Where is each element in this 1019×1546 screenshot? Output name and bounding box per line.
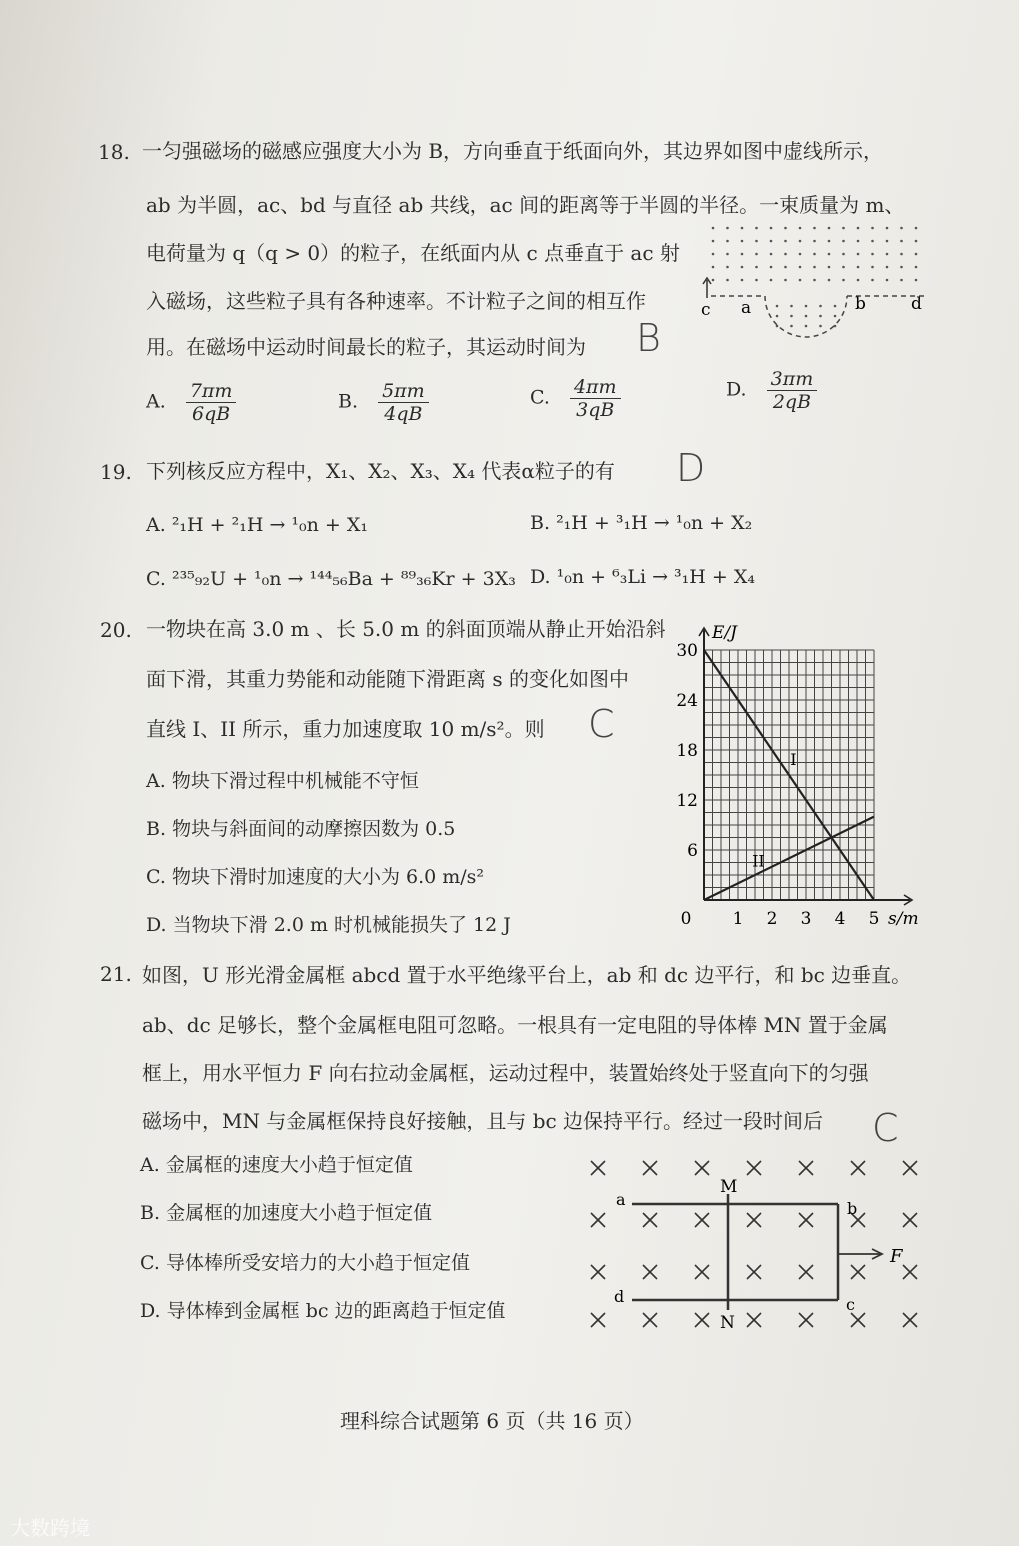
field-dot <box>900 266 903 269</box>
field-dot <box>741 266 744 269</box>
field-dot <box>784 266 787 269</box>
q19-number: 19. <box>100 460 132 484</box>
field-dot <box>813 253 816 256</box>
field-dot <box>726 227 729 230</box>
option-text: ²₁H + ²₁H → ¹₀n + X₁ <box>171 514 369 536</box>
field-dot <box>770 240 773 243</box>
field-cross <box>643 1313 657 1327</box>
x-tick-label: 4 <box>834 909 846 929</box>
field-cross <box>591 1313 605 1327</box>
y-axis-label: E/J <box>712 623 737 643</box>
field-dot <box>886 240 889 243</box>
field-cross <box>903 1161 917 1175</box>
q20-line: 面下滑，其重力势能和动能随下滑距离 s 的变化如图中 <box>146 667 629 691</box>
option-label: C. <box>146 568 166 590</box>
q21-option-b <box>140 1198 432 1225</box>
field-dot <box>770 279 773 282</box>
q18-line: 电荷量为 q（q > 0）的粒子，在纸面内从 c 点垂直于 ac 射 <box>146 241 680 265</box>
field-dot <box>842 266 845 269</box>
q18-label-c: c <box>701 300 711 320</box>
field-cross <box>591 1213 605 1227</box>
field-cross <box>695 1313 709 1327</box>
field-dot <box>776 315 779 318</box>
q20-line: 一物块在高 3.0 m 、长 5.0 m 的斜面顶端从静止开始沿斜 <box>146 617 666 641</box>
q21-option-c <box>140 1248 470 1275</box>
q19-option-a <box>146 514 368 536</box>
field-dot <box>741 253 744 256</box>
option-text: 导体棒所受安培力的大小趋于恒定值 <box>165 1252 470 1274</box>
option-text: 金属框的速度大小趋于恒定值 <box>165 1154 413 1176</box>
field-dot <box>819 305 822 308</box>
q21-option-d <box>140 1296 506 1323</box>
field-dot <box>900 240 903 243</box>
q20-handwritten-answer: C <box>588 702 615 746</box>
field-dot <box>784 240 787 243</box>
y-tick-label: 12 <box>676 791 698 811</box>
field-cross <box>903 1213 917 1227</box>
q21-line: 如图，U 形光滑金属框 abcd 置于水平绝缘平台上，ab 和 dc 边平行，和 bc 边垂直。 <box>142 963 912 987</box>
field-dot <box>799 253 802 256</box>
field-dot <box>886 227 889 230</box>
option-label: B. <box>530 512 551 534</box>
field-cross <box>851 1161 865 1175</box>
field-cross <box>591 1265 605 1279</box>
q21-option-a <box>140 1150 413 1177</box>
option-label: B. <box>140 1202 161 1224</box>
q21-label-b: b <box>847 1199 858 1218</box>
y-tick-label: 6 <box>687 841 698 861</box>
field-dot <box>857 240 860 243</box>
q21-label-d: d <box>614 1287 625 1306</box>
field-dot <box>805 325 808 328</box>
option-label: D. <box>146 914 167 936</box>
field-cross <box>903 1313 917 1327</box>
field-dot <box>813 240 816 243</box>
x-tick-label: 3 <box>800 909 812 929</box>
option-label: C. <box>140 1252 160 1274</box>
field-dot <box>776 305 779 308</box>
q21-line: 磁场中，MN 与金属框保持良好接触，且与 bc 边保持平行。经过一段时间后 <box>142 1109 824 1133</box>
q20-number: 20. <box>100 618 132 642</box>
field-dot <box>770 253 773 256</box>
field-cross <box>799 1313 813 1327</box>
field-cross <box>851 1313 865 1327</box>
x-tick-label: 2 <box>766 909 778 929</box>
field-dot <box>712 227 715 230</box>
field-dot <box>857 227 860 230</box>
fraction-numerator: 5πm <box>378 380 429 403</box>
field-cross <box>643 1265 657 1279</box>
field-dot <box>813 227 816 230</box>
y-tick-label: 24 <box>676 691 698 711</box>
field-dot <box>712 279 715 282</box>
q18-line: ab 为半圆，ac、bd 与直径 ab 共线，ac 间的距离等于半圆的半径。一束质量为 m、 <box>146 193 905 217</box>
field-cross <box>747 1161 761 1175</box>
field-dot <box>900 279 903 282</box>
q21-label-F: F <box>890 1246 903 1267</box>
field-dot <box>842 279 845 282</box>
field-dot <box>712 266 715 269</box>
watermark-logo: 大数跨境 <box>10 1516 90 1540</box>
field-cross <box>903 1265 917 1279</box>
field-dot <box>915 240 918 243</box>
q21-handwritten-answer: C <box>872 1106 899 1150</box>
q20-option-c <box>146 862 484 889</box>
field-dot <box>842 227 845 230</box>
field-dot <box>799 266 802 269</box>
field-dot <box>726 253 729 256</box>
q18-label-d: d <box>911 294 922 314</box>
field-cross <box>799 1213 813 1227</box>
x-axis-label: s/m <box>888 909 919 929</box>
field-dot <box>900 227 903 230</box>
field-dot <box>834 305 837 308</box>
option-label: B. <box>338 390 359 413</box>
q18-line: 入磁场，这些粒子具有各种速率。不计粒子之间的相互作 <box>146 289 646 313</box>
q20-line: 直线 I、II 所示，重力加速度取 10 m/s²。则 <box>146 717 545 741</box>
option-label: A. <box>146 390 166 413</box>
q19-option-d <box>530 566 755 588</box>
q18-label-b: b <box>855 294 866 314</box>
field-dot <box>828 253 831 256</box>
fraction-denominator: 3qB <box>576 399 615 421</box>
field-dot <box>712 253 715 256</box>
field-dot <box>741 227 744 230</box>
field-dot <box>886 266 889 269</box>
field-cross <box>799 1265 813 1279</box>
series-label-II: II <box>752 851 765 871</box>
option-label: B. <box>146 818 167 840</box>
q21-line: ab、dc 足够长，整个金属框电阻可忽略。一根具有一定电阻的导体棒 MN 置于金属 <box>142 1013 888 1037</box>
field-dot <box>834 315 837 318</box>
q21-number: 21. <box>100 962 132 986</box>
field-dot <box>741 279 744 282</box>
field-cross <box>695 1213 709 1227</box>
field-dot <box>726 266 729 269</box>
field-dot <box>755 253 758 256</box>
field-dot <box>857 279 860 282</box>
field-dot <box>915 227 918 230</box>
option-text: 当物块下滑 2.0 m 时机械能损失了 12 J <box>172 914 511 936</box>
q18-option-d <box>726 368 817 413</box>
field-dot <box>915 253 918 256</box>
fraction-numerator: 3πm <box>767 368 818 391</box>
q20-option-d <box>146 910 511 937</box>
field-dot <box>915 279 918 282</box>
option-label: D. <box>140 1300 161 1322</box>
option-text: 物块下滑时加速度的大小为 6.0 m/s² <box>171 866 485 888</box>
field-dot <box>915 266 918 269</box>
q20-energy-chart <box>668 616 928 936</box>
field-dot <box>871 227 874 230</box>
fraction-denominator: 6qB <box>192 403 231 425</box>
option-text: ²³⁵₉₂U + ¹₀n → ¹⁴⁴₅₆Ba + ⁸⁹₃₆Kr + 3X₃ <box>171 568 516 590</box>
field-dot <box>799 279 802 282</box>
field-cross <box>695 1161 709 1175</box>
field-dot <box>871 266 874 269</box>
field-dot <box>790 305 793 308</box>
field-dot <box>828 266 831 269</box>
fraction-numerator: 4πm <box>570 376 621 399</box>
q18-handwritten-answer: B <box>636 316 661 360</box>
series-label-I: I <box>790 750 797 769</box>
field-dot <box>819 315 822 318</box>
q19-handwritten-answer: D <box>676 446 706 490</box>
option-label: C. <box>530 386 550 409</box>
fraction-numerator: 7πm <box>186 380 237 403</box>
field-dot <box>770 227 773 230</box>
field-dot <box>813 279 816 282</box>
field-dot <box>857 253 860 256</box>
field-dot <box>900 253 903 256</box>
field-dot <box>799 240 802 243</box>
option-label: A. <box>146 514 166 536</box>
field-dot <box>886 279 889 282</box>
field-dot <box>784 253 787 256</box>
option-text: 物块与斜面间的动摩擦因数为 0.5 <box>172 818 456 840</box>
x-tick-label: 0 <box>680 909 692 929</box>
option-text: ¹₀n + ⁶₃Li → ³₁H + X₄ <box>556 566 755 588</box>
q21-label-M: M <box>720 1177 738 1197</box>
q21-label-c: c <box>846 1295 855 1314</box>
field-dot <box>819 325 822 328</box>
field-cross <box>851 1265 865 1279</box>
field-dot <box>857 266 860 269</box>
option-text: 金属框的加速度大小趋于恒定值 <box>166 1202 433 1224</box>
page-footer: 理科综合试题第 6 页（共 16 页） <box>340 1409 644 1433</box>
y-tick-label: 18 <box>676 741 698 761</box>
q18-option-c <box>530 376 621 421</box>
field-dot <box>842 253 845 256</box>
q21-metal-frame-figure <box>580 1150 930 1350</box>
field-dot <box>726 240 729 243</box>
q18-label-a: a <box>741 298 752 318</box>
option-label: A. <box>140 1154 160 1176</box>
field-dot <box>784 279 787 282</box>
field-dot <box>805 305 808 308</box>
q21-line: 框上，用水平恒力 F 向右拉动金属框，运动过程中，装置始终处于竖直向下的匀强 <box>142 1061 869 1085</box>
field-dot <box>726 279 729 282</box>
field-dot <box>871 253 874 256</box>
q19-option-b <box>530 512 752 534</box>
q18-magnetic-field-figure <box>695 218 935 338</box>
field-dot <box>790 325 793 328</box>
field-dot <box>755 227 758 230</box>
field-dot <box>871 279 874 282</box>
q18-option-a <box>146 380 236 425</box>
q18-line: 一匀强磁场的磁感应强度大小为 B，方向垂直于纸面向外，其边界如图中虚线所示， <box>142 139 884 163</box>
field-dot <box>828 279 831 282</box>
field-dot <box>828 227 831 230</box>
option-label: C. <box>146 866 166 888</box>
field-dot <box>871 240 874 243</box>
q19-option-c <box>146 568 516 590</box>
q18-line: 用。在磁场中运动时间最长的粒子，其运动时间为 <box>146 335 586 359</box>
q21-label-a: a <box>616 1190 626 1209</box>
option-label: D. <box>530 566 551 588</box>
option-text: 物块下滑过程中机械能不守恒 <box>171 770 419 792</box>
field-dot <box>755 266 758 269</box>
fraction-denominator: 4qB <box>384 403 423 425</box>
field-cross <box>643 1161 657 1175</box>
x-tick-label: 5 <box>868 909 880 929</box>
field-cross <box>695 1265 709 1279</box>
field-dot <box>784 227 787 230</box>
field-dot <box>755 240 758 243</box>
q20-option-b <box>146 814 455 841</box>
field-dot <box>741 240 744 243</box>
field-dot <box>712 240 715 243</box>
field-dot <box>799 227 802 230</box>
field-dot <box>755 279 758 282</box>
option-label: D. <box>726 378 747 401</box>
field-cross <box>643 1213 657 1227</box>
q18-option-b <box>338 380 429 425</box>
field-dot <box>770 266 773 269</box>
q20-option-a <box>146 766 419 793</box>
field-cross <box>747 1213 761 1227</box>
option-text: ²₁H + ³₁H → ¹₀n + X₂ <box>556 512 753 534</box>
field-dot <box>886 253 889 256</box>
fraction-denominator: 2qB <box>772 391 812 413</box>
field-cross <box>747 1313 761 1327</box>
field-dot <box>834 325 837 328</box>
field-cross <box>799 1161 813 1175</box>
q21-label-N: N <box>720 1313 735 1333</box>
option-label: A. <box>146 770 166 792</box>
field-dot <box>828 240 831 243</box>
q18-number: 18. <box>98 140 130 164</box>
field-dot <box>790 315 793 318</box>
field-dot <box>813 266 816 269</box>
field-dot <box>805 315 808 318</box>
field-cross <box>591 1161 605 1175</box>
field-dot <box>842 240 845 243</box>
option-text: 导体棒到金属框 bc 边的距离趋于恒定值 <box>166 1300 506 1322</box>
x-tick-label: 1 <box>732 909 744 929</box>
field-cross <box>747 1265 761 1279</box>
y-tick-label: 30 <box>676 641 698 661</box>
q19-stem: 下列核反应方程中，X₁、X₂、X₃、X₄ 代表α粒子的有 <box>146 459 615 483</box>
